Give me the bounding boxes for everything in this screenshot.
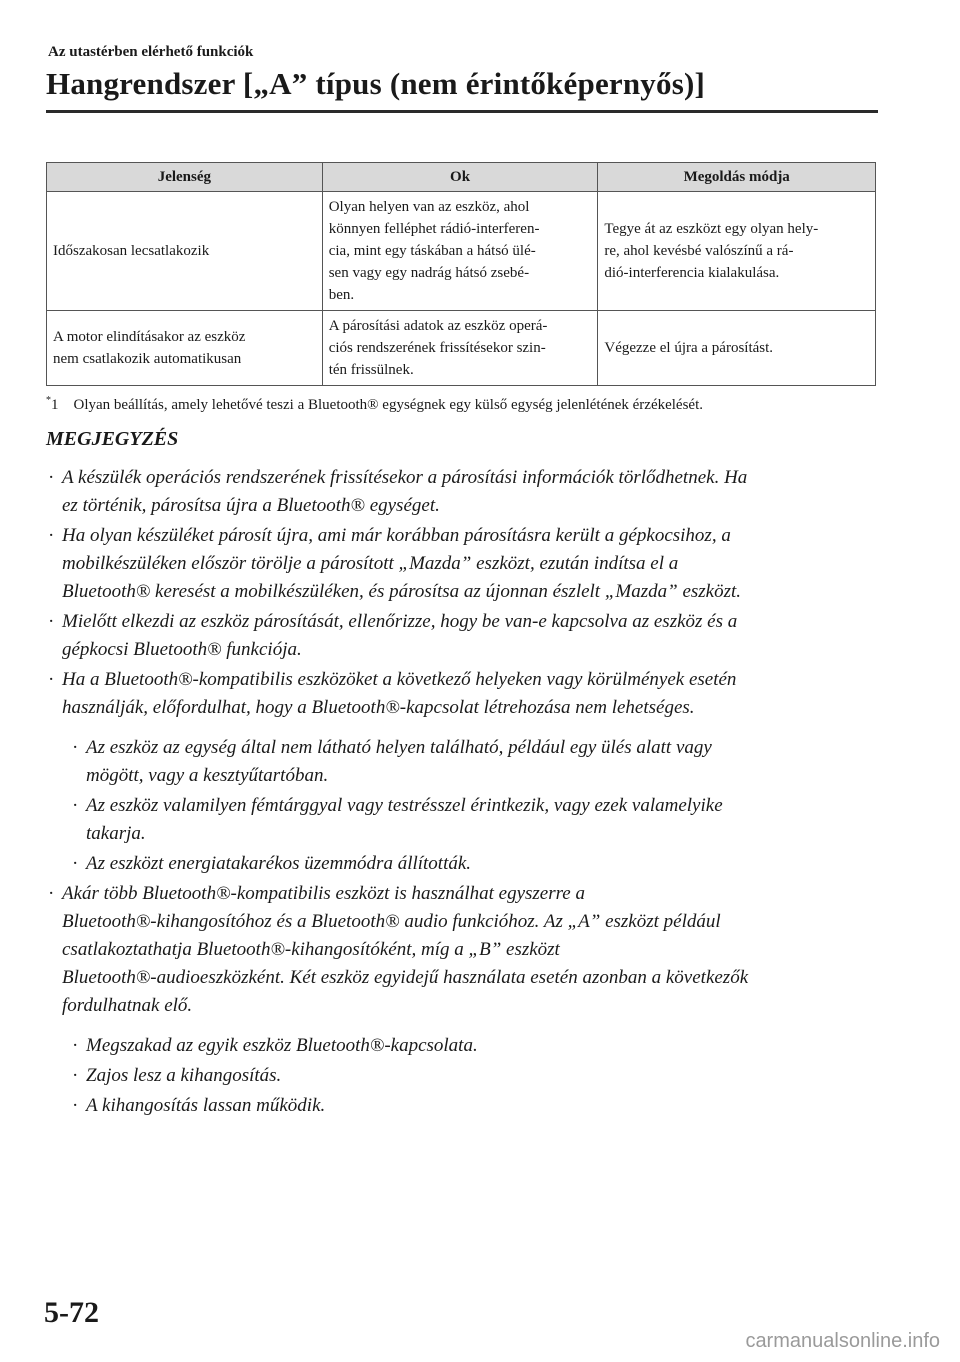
bullet: · bbox=[48, 883, 55, 904]
cell-symptom: Időszakosan lecsatlakozik bbox=[47, 192, 323, 311]
bullet: · bbox=[72, 737, 79, 758]
sub-list-item-text: Megszakad az egyik eszköz Bluetooth®-kapcsolata. bbox=[86, 1035, 478, 1056]
watermark-text: carmanualsonline.info bbox=[745, 1330, 940, 1352]
bullet: · bbox=[48, 467, 55, 488]
bullet: · bbox=[72, 1035, 79, 1056]
cell-solution: Végezze el újra a párosítást. bbox=[598, 311, 876, 386]
page-number: 5-72 bbox=[44, 1296, 99, 1329]
bullet: · bbox=[48, 611, 55, 632]
sub-list-item-text: Az eszköz valamilyen fémtárggyal vagy testrésszel érintkezik, vagy ezek valamelyike takarja. bbox=[86, 795, 723, 844]
sub-list-item bbox=[70, 1062, 882, 1090]
list-item bbox=[46, 666, 882, 722]
table-header-row bbox=[47, 163, 876, 192]
title-rule bbox=[46, 110, 878, 113]
bullet: · bbox=[48, 669, 55, 690]
page-title: Hangrendszer [„A” típus (nem érintőképernyős)] bbox=[46, 66, 706, 101]
troubleshooting-table bbox=[46, 162, 876, 386]
section-label: Az utastérben elérhető funkciók bbox=[48, 44, 254, 60]
sub-list-item-text: Az eszközt energiatakarékos üzemmódra állították. bbox=[86, 853, 472, 874]
cell-solution: Tegye át az eszközt egy olyan hely- re, ahol kevésbé valószínű a rá- dió-interferencia kialakulása. bbox=[598, 192, 876, 311]
cell-cause: A párosítási adatok az eszköz operá- ciós rendszerének frissítésekor szin- tén frissülnek. bbox=[322, 311, 598, 386]
footnote-text: Olyan beállítás, amely lehetővé teszi a Bluetooth® egységnek egy külső egység jelenlétének érzékelését. bbox=[73, 397, 704, 413]
column-header-symptom: Jelenség bbox=[47, 163, 323, 192]
sub-list-item bbox=[70, 734, 882, 790]
cell-symptom: A motor elindításakor az eszköz nem csatlakozik automatikusan bbox=[47, 311, 323, 386]
column-header-cause: Ok bbox=[322, 163, 598, 192]
list-item bbox=[46, 608, 882, 664]
note-list bbox=[46, 464, 882, 1122]
footnote-marker: * bbox=[46, 395, 51, 406]
bullet: · bbox=[72, 853, 79, 874]
sub-list-item bbox=[70, 1032, 882, 1060]
sub-list-item bbox=[70, 850, 882, 878]
list-item bbox=[46, 522, 882, 606]
list-item-text: A készülék operációs rendszerének frissítésekor a párosítási információk törlődhetnek. Ha ez történik, párosítsa újra a Bluetooth® egységet. bbox=[62, 467, 748, 516]
list-item-text: Akár több Bluetooth®-kompatibilis eszközt is használhat egyszerre a Bluetooth®-kihangosítóhoz és a Bluetooth® audio funkcióhoz. Az „A” eszközt például csatlakoztathatja Bluetooth®-kihangosítóként, míg a „B” eszközt Bluetooth®-audioeszközként. Két eszköz egyidejű használata esetén azonban a következők fordulhatnak elő. bbox=[62, 883, 749, 1016]
table-row bbox=[47, 192, 876, 311]
sub-list-item-text: Zajos lesz a kihangosítás. bbox=[86, 1065, 282, 1086]
list-item-text: Ha a Bluetooth®-kompatibilis eszközöket a következő helyeken vagy körülmények esetén használják, előfordulhat, hogy a Bluetooth®-kapcsolat létrehozása nem lehetséges. bbox=[62, 669, 737, 718]
bullet: · bbox=[72, 795, 79, 816]
table-row bbox=[47, 311, 876, 386]
footnote-number: 1 bbox=[51, 397, 59, 413]
bullet: · bbox=[72, 1065, 79, 1086]
sub-list-item-text: A kihangosítás lassan működik. bbox=[86, 1095, 326, 1116]
note-heading: MEGJEGYZÉS bbox=[46, 428, 179, 450]
bullet: · bbox=[48, 525, 55, 546]
list-item bbox=[46, 880, 882, 1020]
bullet: · bbox=[72, 1095, 79, 1116]
footnote bbox=[46, 395, 886, 414]
sub-list-item-text: Az eszköz az egység által nem látható helyen található, például egy ülés alatt vagy mögött, vagy a kesztyűtartóban. bbox=[86, 737, 712, 786]
list-item bbox=[46, 464, 882, 520]
sub-list-item bbox=[70, 1092, 882, 1120]
sub-list-item bbox=[70, 792, 882, 848]
cell-cause: Olyan helyen van az eszköz, ahol könnyen felléphet rádió-interferen- cia, mint egy táskában a hátsó ülé- sen vagy egy nadrág hátsó zsebé- ben. bbox=[322, 192, 598, 311]
list-item-text: Ha olyan készüléket párosít újra, ami már korábban párosításra került a gépkocsihoz, a mobilkészüléken először törölje a párosított „Mazda” eszközt, ezután indítsa el a Bluetooth® keresést a mobilkészüléken, és párosítsa az újonnan észlelt „Mazda” eszközt. bbox=[62, 525, 742, 602]
column-header-solution: Megoldás módja bbox=[598, 163, 876, 192]
list-item-text: Mielőtt elkezdi az eszköz párosítását, ellenőrizze, hogy be van-e kapcsolva az eszköz és a gépkocsi Bluetooth® funkciója. bbox=[62, 611, 738, 660]
